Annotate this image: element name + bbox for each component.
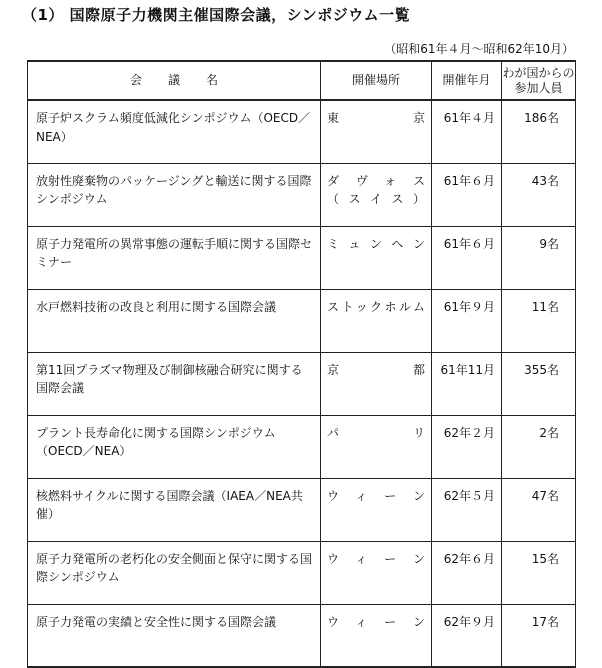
- table-row: [28, 100, 576, 163]
- conference-name: 原子炉スクラム頻度低減化シンポジウム（OECD／NEA）: [28, 100, 321, 163]
- conference-venue: ストックホルム: [327, 299, 425, 314]
- participant-count: 43名: [502, 163, 576, 226]
- table-row: [28, 415, 576, 478]
- venue-cell: [321, 415, 432, 478]
- venue-cell: [321, 541, 432, 604]
- participant-count: 11名: [502, 289, 576, 352]
- header-count-line1: わが国からの: [502, 66, 575, 81]
- conference-venue: パリ: [327, 425, 425, 440]
- conference-table: [27, 60, 576, 668]
- conference-date: 61年４月: [432, 100, 502, 163]
- participant-count: 17名: [502, 604, 576, 667]
- participant-count: 186名: [502, 100, 576, 163]
- venue-cell: [321, 352, 432, 415]
- table-row: [28, 226, 576, 289]
- conference-name: 核燃料サイクルに関する国際会議（IAEA／NEA共催）: [28, 478, 321, 541]
- conference-name: 原子力発電所の異常事態の運転手順に関する国際セミナー: [28, 226, 321, 289]
- conference-name: 原子力発電の実績と安全性に関する国際会議: [28, 604, 321, 667]
- table-row: [28, 289, 576, 352]
- conference-venue: ウィーン: [327, 614, 425, 629]
- venue-cell: [321, 100, 432, 163]
- conference-date: 61年６月: [432, 226, 502, 289]
- header-count: [502, 61, 576, 100]
- conference-venue-country: （スイス）: [327, 192, 425, 207]
- conference-venue: 東京: [327, 111, 425, 125]
- conference-date: 61年９月: [432, 289, 502, 352]
- header-venue: 開催場所: [321, 61, 432, 100]
- participant-count: 355名: [502, 352, 576, 415]
- participant-count: 9名: [502, 226, 576, 289]
- table-row: [28, 352, 576, 415]
- header-count-line2: 参加人員: [514, 80, 563, 95]
- conference-name: プラント長寿命化に関する国際シンポジウム（OECD／NEA）: [28, 415, 321, 478]
- participant-count: 15名: [502, 541, 576, 604]
- document-title: （1） 国際原子力機関主催国際会議，シンポジウム一覧: [22, 6, 411, 24]
- conference-date: 62年９月: [432, 604, 502, 667]
- conference-name: 第11回プラズマ物理及び制御核融合研究に関する国際会議: [28, 352, 321, 415]
- conference-name: 水戸燃料技術の改良と利用に関する国際会議: [28, 289, 321, 352]
- header-date: 開催年月: [432, 61, 502, 100]
- conference-date: 61年11月: [432, 352, 502, 415]
- table-row: [28, 163, 576, 226]
- table-row: [28, 541, 576, 604]
- header-name: 会議名: [28, 61, 321, 100]
- conference-venue: 京都: [327, 362, 425, 377]
- venue-cell: [321, 226, 432, 289]
- header-row: [28, 61, 576, 100]
- conference-venue: ウィーン: [327, 488, 425, 503]
- conference-venue: ミュンヘン: [327, 236, 425, 251]
- venue-cell: [321, 163, 432, 226]
- venue-cell: [321, 478, 432, 541]
- conference-name: 原子力発電所の老朽化の安全側面と保守に関する国際シンポジウム: [28, 541, 321, 604]
- conference-name: 放射性廃棄物のパッケージングと輸送に関する国際シンポジウム: [28, 163, 321, 226]
- conference-date: 62年２月: [432, 415, 502, 478]
- conference-venue: ダヴォス: [327, 173, 425, 188]
- participant-count: 47名: [502, 478, 576, 541]
- table-row: [28, 478, 576, 541]
- conference-date: 62年６月: [432, 541, 502, 604]
- participant-count: 2名: [502, 415, 576, 478]
- conference-venue: ウィーン: [327, 551, 425, 566]
- conference-date: 62年５月: [432, 478, 502, 541]
- venue-cell: [321, 289, 432, 352]
- period-note: （昭和61年４月～昭和62年10月）: [384, 42, 574, 56]
- conference-date: 61年６月: [432, 163, 502, 226]
